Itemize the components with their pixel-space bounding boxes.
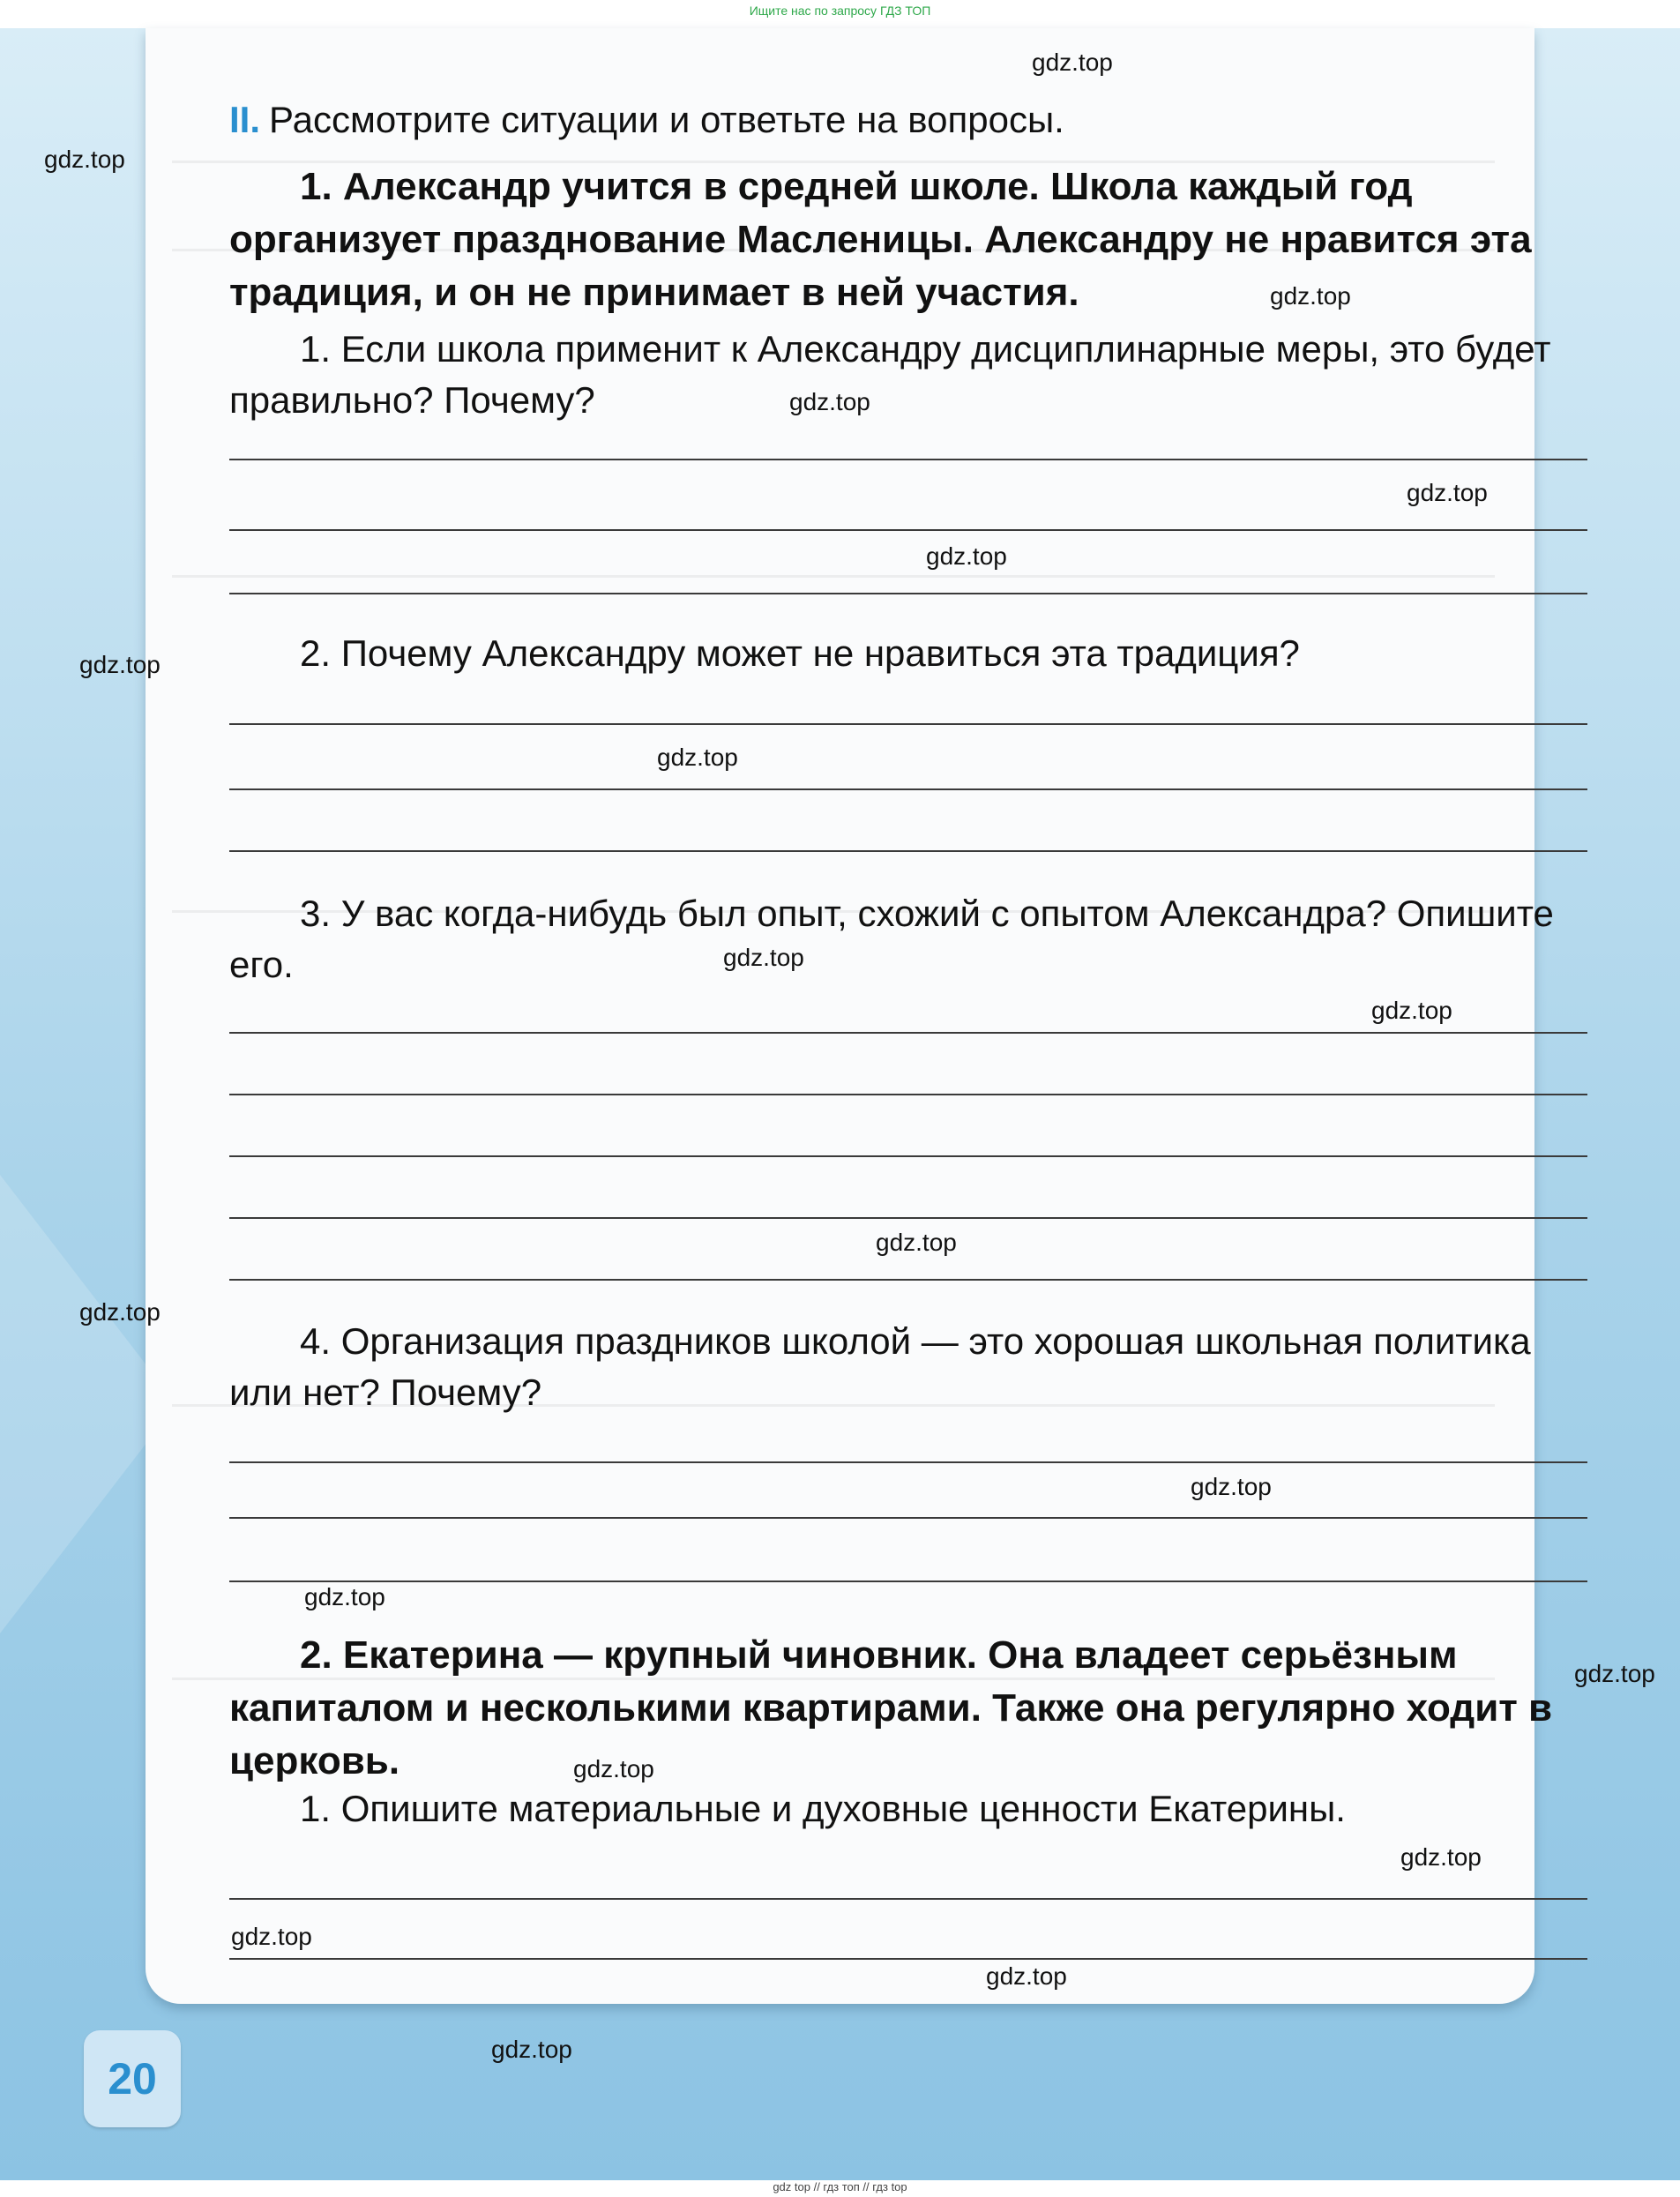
answer-line[interactable] [229,1279,1587,1281]
watermark: gdz.top [1270,282,1351,310]
case-1-question-3: 3. У вас когда-нибудь был опыт, схожий с опытом Александра? Опишите его. [229,893,1554,985]
watermark: gdz.top [304,1583,385,1610]
footer-note: gdz top // гдз топ // гдз top [773,2180,907,2193]
answer-line[interactable] [229,788,1587,790]
watermark: gdz.top [789,388,870,415]
watermark: gdz.top [986,1962,1067,1990]
watermark: gdz.top [491,2036,572,2063]
answer-line[interactable] [229,1461,1587,1463]
section-numeral: II. [229,99,261,140]
watermark: gdz.top [1400,1843,1482,1871]
watermark: gdz.top [79,1298,161,1326]
watermark: gdz.top [1574,1660,1655,1687]
watermark: gdz.top [1032,49,1113,76]
case-1-question-1: 1. Если школа применит к Александру дисциплинарные меры, это будет правильно? Почему? [229,328,1551,421]
watermark: gdz.top [926,542,1007,570]
answer-line[interactable] [229,723,1587,725]
case-1-text: 1. Александр учится в средней школе. Школа каждый год организует празднование Масленицы. Александру не нравится эта традиция, и он не принимает в ней участия. [229,165,1532,314]
watermark: gdz.top [723,944,804,971]
header-note: Ищите нас по запросу ГДЗ ТОП [749,4,931,18]
watermark: gdz.top [573,1755,654,1782]
watermark: gdz.top [1371,997,1452,1024]
answer-line[interactable] [229,1958,1587,1960]
section-title: Рассмотрите ситуации и ответьте на вопросы. [269,99,1064,140]
answer-line[interactable] [229,1155,1587,1157]
page-number: 20 [84,2030,181,2127]
answer-line[interactable] [229,1517,1587,1519]
content-card [146,28,1554,2004]
case-1-question-2: 2. Почему Александру может не нравиться эта традиция? [300,632,1300,674]
case-1-question-4: 4. Организация праздников школой — это хорошая школьная политика или нет? Почему? [229,1320,1531,1413]
answer-line[interactable] [229,1898,1587,1900]
case-2-question-1: 1. Опишите материальные и духовные ценности Екатерины. [300,1788,1346,1829]
answer-line[interactable] [229,1032,1587,1034]
watermark: gdz.top [1191,1473,1272,1500]
answer-line[interactable] [229,459,1587,460]
answer-line[interactable] [229,593,1587,594]
section-heading [229,99,1064,141]
answer-line[interactable] [229,850,1587,852]
watermark: gdz.top [79,651,161,678]
answer-line[interactable] [229,529,1587,531]
watermark: gdz.top [231,1923,312,1950]
case-2-text: 2. Екатерина — крупный чиновник. Она владеет серьёзным капиталом и несколькими квартирами. Также она регулярно ходит в церковь. [229,1633,1553,1782]
answer-line[interactable] [229,1094,1587,1095]
watermark: gdz.top [44,146,125,173]
watermark: gdz.top [876,1229,957,1256]
answer-line[interactable] [229,1580,1587,1582]
answer-line[interactable] [229,1217,1587,1219]
watermark: gdz.top [1407,479,1488,506]
watermark: gdz.top [657,744,738,771]
